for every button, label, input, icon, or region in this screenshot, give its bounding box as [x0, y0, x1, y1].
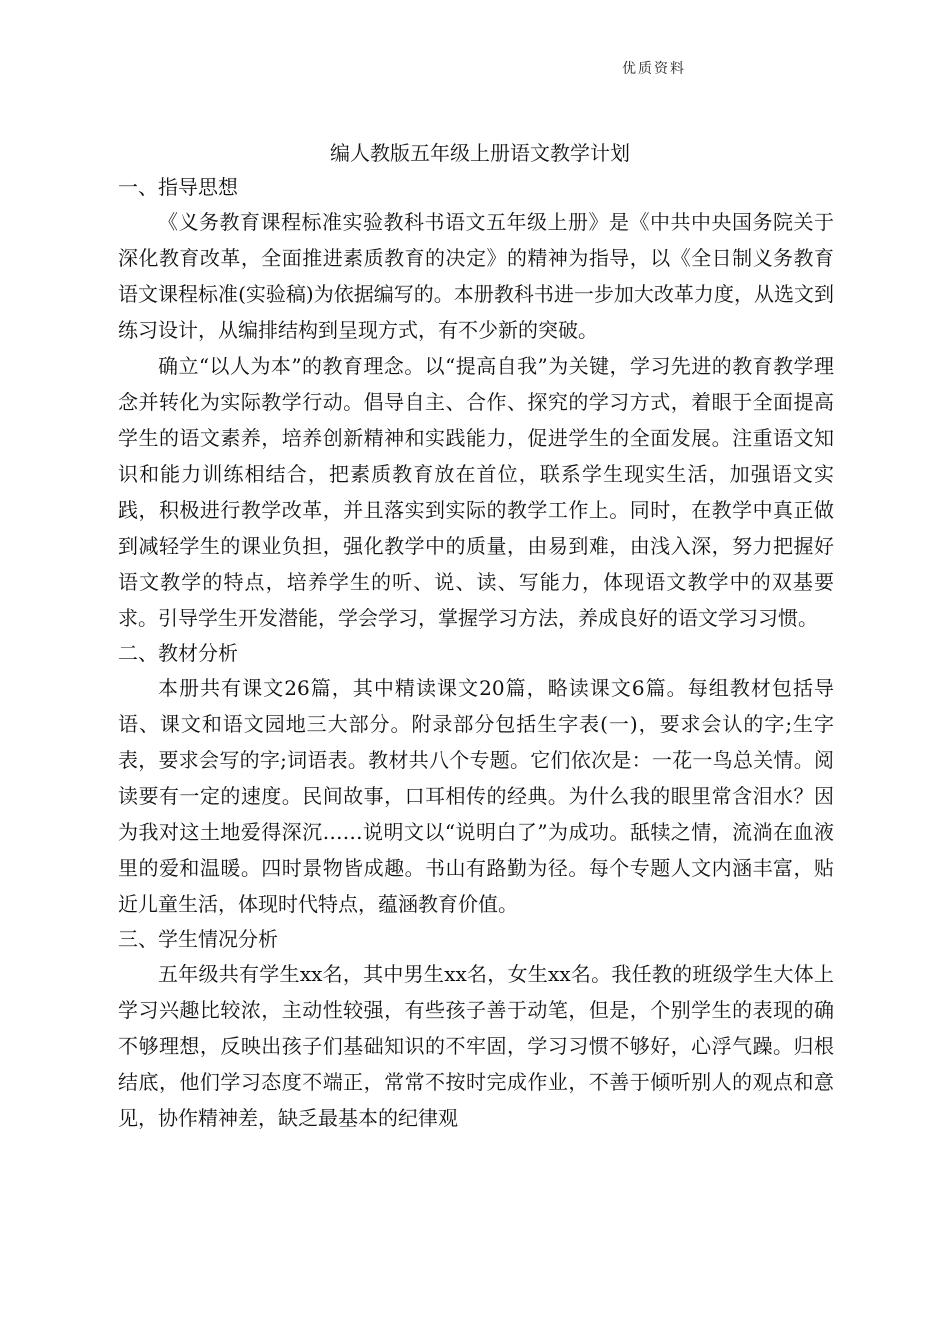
paragraph: 《义务教育课程标准实验教科书语文五年级上册》是《中共中央国务院关于深化教育改革，全面推进素质教育的决定》的精神为指导，以《全日制义务教育语文课程标准(实验稿)为依据编写的。本册教科书进一步加大改革力度，从选文到练习设计，从编排结构到呈现方式，有不少新的突破。: [118, 210, 834, 342]
section-heading: 二、教材分析: [118, 641, 238, 665]
section-textbook-analysis: [118, 636, 834, 922]
paragraph: 五年级共有学生xx名，其中男生xx名，女生xx名。我任教的班级学生大体上学习兴趣比较浓，主动性较强，有些孩子善于动笔，但是，个别学生的表现的确不够理想，反映出孩子们基础知识的不牢固，学习习惯不够好，心浮气躁。归根结底，他们学习态度不端正，常常不按时完成作业，不善于倾听别人的观点和意见，协作精神差，缺乏最基本的纪律观: [118, 962, 834, 1130]
section-student-analysis: [118, 922, 834, 1136]
section-heading: 三、学生情况分析: [118, 927, 278, 951]
document-body: [118, 136, 834, 1136]
header-note: 优质资料: [622, 61, 686, 77]
section-heading: 一、指导思想: [118, 175, 238, 199]
paragraph: 确立“以人为本”的教育理念。以“提高自我”为关键，学习先进的教育教学理念并转化为实际教学行动。倡导自主、合作、探究的学习方式，着眼于全面提高学生的语文素养，培养创新精神和实践能力，促进学生的全面发展。注重语文知识和能力训练相结合，把素质教育放在首位，联系学生现实生活，加强语文实践，积极进行教学改革，并且落实到实际的教学工作上。同时，在教学中真正做到减轻学生的课业负担，强化教学中的质量，由易到难，由浅入深，努力把握好语文教学的特点，培养学生的听、说、读、写能力，体现语文教学中的双基要求。引导学生开发潜能，学会学习，掌握学习方法，养成良好的语文学习习惯。: [118, 354, 834, 630]
paragraph: 本册共有课文26篇，其中精读课文20篇，略读课文6篇。每组教材包括导语、课文和语文园地三大部分。附录部分包括生字表(一)，要求会认的字;生字表，要求会写的字;词语表。教材共八个专题。它们依次是：一花一鸟总关情。阅读要有一定的速度。民间故事，口耳相传的经典。为什么我的眼里常含泪水？因为我对这土地爱得深沉……说明文以“说明白了”为成功。舐犊之情，流淌在血液里的爱和温暖。四时景物皆成趣。书山有路勤为径。每个专题人文内涵丰富，贴近儿童生活，体现时代特点，蕴涵教育价值。: [118, 676, 834, 916]
document-title: 编人教版五年级上册语文教学计划: [330, 141, 630, 165]
section-guiding-ideology: [118, 170, 834, 636]
